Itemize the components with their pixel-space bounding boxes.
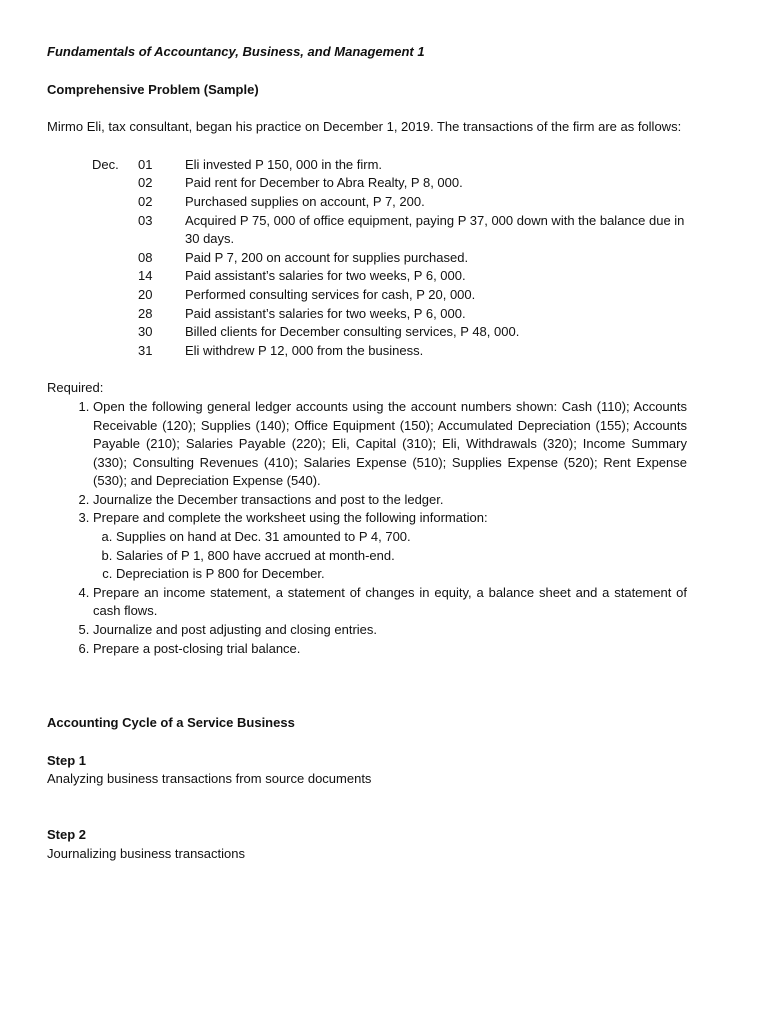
transaction-text: Paid rent for December to Abra Realty, P 8, 000. [185, 175, 463, 191]
transaction-text: Paid P 7, 200 on account for supplies purchased. [185, 249, 469, 265]
transaction-text: Purchased supplies on account, P 7, 200. [185, 193, 425, 209]
required-item: 3. Prepare and complete the worksheet using the following information: a. Supplies on hand at Dec. 31 amounted to P 4, 700. b. Salaries of P 1, 800 have accrued at month-end. c. Depreciation is P 800 for December. [93, 509, 687, 583]
transaction-day: 02 [138, 193, 153, 209]
transaction-day: 31 [138, 342, 153, 358]
cycle-heading: Accounting Cycle of a Service Business [47, 715, 295, 731]
transactions-table [92, 156, 687, 361]
problem-heading: Comprehensive Problem (Sample) [47, 81, 259, 97]
transaction-row [92, 193, 687, 212]
transaction-row [92, 305, 687, 324]
required-list [47, 398, 687, 658]
worksheet-info-list [93, 528, 687, 584]
transaction-text: Eli invested P 150, 000 in the firm. [185, 156, 383, 172]
required-label: Required: [47, 380, 104, 396]
transaction-row [92, 323, 687, 342]
transaction-text: Eli withdrew P 12, 000 from the business. [185, 342, 424, 358]
required-item: 5. Journalize and post adjusting and closing entries. [93, 621, 687, 640]
transaction-day: 01 [138, 156, 153, 172]
worksheet-info-item: a. Supplies on hand at Dec. 31 amounted to P 4, 700. [116, 528, 687, 547]
transaction-day: 28 [138, 305, 153, 321]
course-title: Fundamentals of Accountancy, Business, and Management 1 [47, 44, 425, 59]
transaction-row [92, 249, 687, 268]
required-item: 6. Prepare a post-closing trial balance. [93, 640, 687, 659]
transaction-day: 20 [138, 286, 153, 302]
transaction-row [92, 212, 687, 249]
transaction-row [92, 156, 687, 175]
transaction-text: Paid assistant’s salaries for two weeks, P 6, 000. [185, 268, 466, 284]
step-label: Step 2 [47, 827, 87, 842]
transaction-day: 02 [138, 175, 153, 191]
intro-paragraph: Mirmo Eli, tax consultant, began his practice on December 1, 2019. The transactions of the firm are as follows: [47, 119, 682, 135]
step-text: Journalizing business transactions [47, 845, 245, 861]
transaction-row [92, 342, 687, 361]
required-item: 4. Prepare an income statement, a statement of changes in equity, a balance sheet and a statement of cash flows. [93, 584, 687, 621]
worksheet-info-item: c. Depreciation is P 800 for December. [116, 565, 687, 584]
transaction-row [92, 286, 687, 305]
transaction-text: Performed consulting services for cash, P 20, 000. [185, 286, 476, 302]
document-page [47, 43, 687, 863]
transaction-row [92, 174, 687, 193]
transaction-day: 30 [138, 324, 153, 340]
transaction-day: 14 [138, 268, 153, 284]
transaction-text: Billed clients for December consulting services, P 48, 000. [185, 324, 520, 340]
transaction-day: 08 [138, 249, 153, 265]
transaction-text: Paid assistant’s salaries for two weeks, P 6, 000. [185, 305, 466, 321]
required-item: 2. Journalize the December transactions and post to the ledger. [93, 491, 687, 510]
transaction-day: 03 [138, 212, 153, 228]
transaction-text: Acquired P 75, 000 of office equipment, paying P 37, 000 down with the balance due in 30 days. [185, 212, 685, 247]
step-label: Step 1 [47, 752, 87, 768]
transaction-row [92, 267, 687, 286]
transaction-month: Dec. [92, 156, 119, 172]
worksheet-info-item: b. Salaries of P 1, 800 have accrued at month-end. [116, 547, 687, 566]
step-text: Analyzing business transactions from source documents [47, 771, 372, 787]
required-item: 1. Open the following general ledger accounts using the account numbers shown: Cash (110); Accounts Receivable (120); Supplies (140); Office Equipment (150); Accumulated Depreciation (155); Accounts Payable (210); Salaries Payable (220); Eli, Capital (310); Eli, Withdrawals (320); Income Summary (330); Consulting Revenues (410); Salaries Expense (510); Supplies Expense (520); Rent Expense (530); and Depreciation Expense (540). [93, 398, 687, 491]
